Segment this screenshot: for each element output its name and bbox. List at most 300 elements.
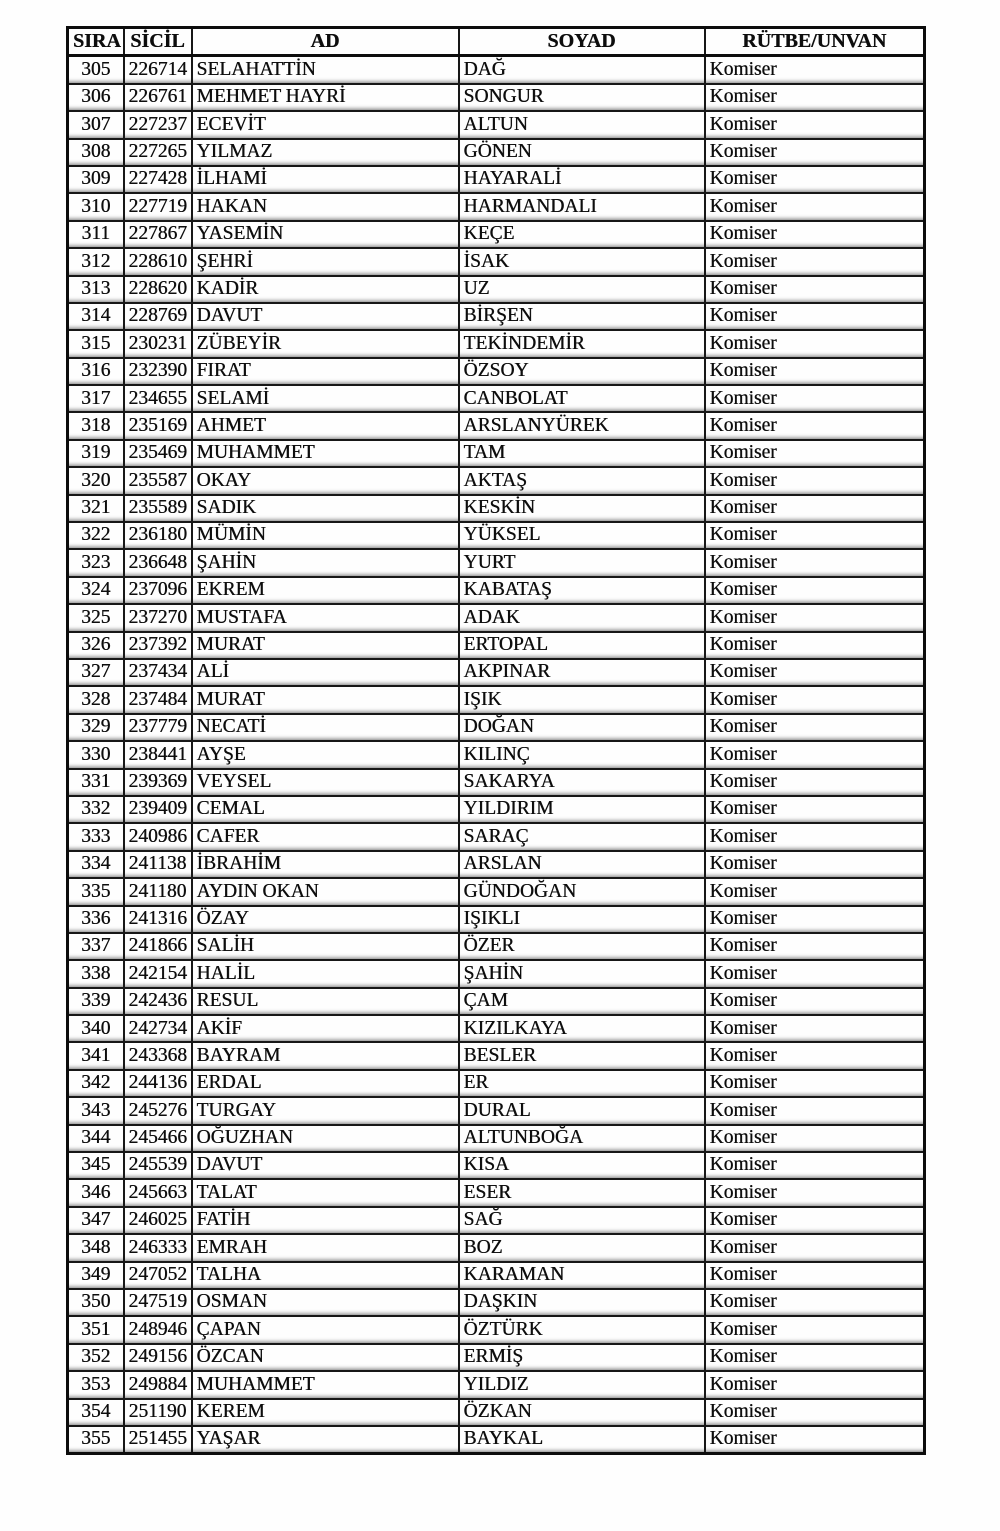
cell-sira: 327 bbox=[68, 659, 124, 686]
table-row bbox=[68, 303, 925, 330]
table-row bbox=[68, 604, 925, 631]
cell-sicil: 235469 bbox=[124, 440, 192, 467]
cell-ad: ÖZAY bbox=[192, 906, 459, 933]
cell-rutbe-unvan: Komiser bbox=[705, 714, 925, 741]
cell-soyad: DOĞAN bbox=[459, 714, 705, 741]
table-row bbox=[68, 741, 925, 768]
cell-sicil: 245663 bbox=[124, 1179, 192, 1206]
table-row bbox=[68, 769, 925, 796]
cell-ad: FIRAT bbox=[192, 358, 459, 385]
cell-sira: 346 bbox=[68, 1179, 124, 1206]
cell-sicil: 243368 bbox=[124, 1042, 192, 1069]
cell-rutbe-unvan: Komiser bbox=[705, 467, 925, 494]
cell-soyad: SAKARYA bbox=[459, 769, 705, 796]
cell-sicil: 241316 bbox=[124, 906, 192, 933]
cell-sicil: 237096 bbox=[124, 577, 192, 604]
cell-soyad: IŞIK bbox=[459, 686, 705, 713]
cell-rutbe-unvan: Komiser bbox=[705, 1152, 925, 1179]
cell-sira: 306 bbox=[68, 84, 124, 111]
table-row bbox=[68, 686, 925, 713]
cell-sira: 326 bbox=[68, 632, 124, 659]
table-row bbox=[68, 330, 925, 357]
cell-soyad: AKTAŞ bbox=[459, 467, 705, 494]
cell-ad: HALİL bbox=[192, 960, 459, 987]
table-row bbox=[68, 1234, 925, 1261]
cell-rutbe-unvan: Komiser bbox=[705, 111, 925, 138]
cell-soyad: ÇAM bbox=[459, 988, 705, 1015]
table-row bbox=[68, 385, 925, 412]
cell-rutbe-unvan: Komiser bbox=[705, 221, 925, 248]
cell-soyad: ŞAHİN bbox=[459, 960, 705, 987]
table-row bbox=[68, 111, 925, 138]
table-row bbox=[68, 248, 925, 275]
cell-sicil: 251455 bbox=[124, 1426, 192, 1454]
cell-sira: 330 bbox=[68, 741, 124, 768]
cell-ad: VEYSEL bbox=[192, 769, 459, 796]
cell-rutbe-unvan: Komiser bbox=[705, 577, 925, 604]
cell-soyad: ARSLAN bbox=[459, 851, 705, 878]
cell-sicil: 227719 bbox=[124, 193, 192, 220]
cell-sira: 325 bbox=[68, 604, 124, 631]
cell-ad: ECEVİT bbox=[192, 111, 459, 138]
header-sira: SIRA bbox=[68, 28, 124, 56]
cell-rutbe-unvan: Komiser bbox=[705, 193, 925, 220]
table-row bbox=[68, 1015, 925, 1042]
cell-sira: 353 bbox=[68, 1371, 124, 1398]
cell-sicil: 242734 bbox=[124, 1015, 192, 1042]
cell-ad: OĞUZHAN bbox=[192, 1125, 459, 1152]
cell-sicil: 242436 bbox=[124, 988, 192, 1015]
cell-rutbe-unvan: Komiser bbox=[705, 330, 925, 357]
cell-rutbe-unvan: Komiser bbox=[705, 549, 925, 576]
cell-sira: 349 bbox=[68, 1262, 124, 1289]
cell-rutbe-unvan: Komiser bbox=[705, 248, 925, 275]
cell-sicil: 237434 bbox=[124, 659, 192, 686]
cell-sicil: 239409 bbox=[124, 796, 192, 823]
cell-rutbe-unvan: Komiser bbox=[705, 906, 925, 933]
cell-ad: MURAT bbox=[192, 686, 459, 713]
cell-sira: 312 bbox=[68, 248, 124, 275]
table-row bbox=[68, 1179, 925, 1206]
cell-sicil: 240986 bbox=[124, 823, 192, 850]
cell-ad: AYDIN OKAN bbox=[192, 878, 459, 905]
cell-ad: OKAY bbox=[192, 467, 459, 494]
cell-soyad: ÖZSOY bbox=[459, 358, 705, 385]
cell-ad: EMRAH bbox=[192, 1234, 459, 1261]
cell-rutbe-unvan: Komiser bbox=[705, 84, 925, 111]
table-row bbox=[68, 823, 925, 850]
cell-sicil: 237392 bbox=[124, 632, 192, 659]
cell-sicil: 236180 bbox=[124, 522, 192, 549]
cell-sira: 339 bbox=[68, 988, 124, 1015]
table-row bbox=[68, 1426, 925, 1454]
cell-soyad: SONGUR bbox=[459, 84, 705, 111]
cell-sicil: 246025 bbox=[124, 1207, 192, 1234]
cell-soyad: BİRŞEN bbox=[459, 303, 705, 330]
cell-ad: TALAT bbox=[192, 1179, 459, 1206]
cell-rutbe-unvan: Komiser bbox=[705, 56, 925, 84]
cell-soyad: TEKİNDEMİR bbox=[459, 330, 705, 357]
cell-rutbe-unvan: Komiser bbox=[705, 604, 925, 631]
cell-ad: DAVUT bbox=[192, 1152, 459, 1179]
cell-sira: 324 bbox=[68, 577, 124, 604]
cell-sicil: 236648 bbox=[124, 549, 192, 576]
cell-rutbe-unvan: Komiser bbox=[705, 1344, 925, 1371]
cell-rutbe-unvan: Komiser bbox=[705, 933, 925, 960]
cell-rutbe-unvan: Komiser bbox=[705, 1042, 925, 1069]
cell-soyad: ER bbox=[459, 1070, 705, 1097]
cell-ad: RESUL bbox=[192, 988, 459, 1015]
table-row bbox=[68, 988, 925, 1015]
table-body bbox=[68, 56, 925, 1454]
cell-rutbe-unvan: Komiser bbox=[705, 1234, 925, 1261]
table-row bbox=[68, 467, 925, 494]
cell-rutbe-unvan: Komiser bbox=[705, 358, 925, 385]
cell-sira: 334 bbox=[68, 851, 124, 878]
cell-soyad: BOZ bbox=[459, 1234, 705, 1261]
cell-soyad: SARAÇ bbox=[459, 823, 705, 850]
cell-sira: 335 bbox=[68, 878, 124, 905]
cell-sicil: 251190 bbox=[124, 1399, 192, 1426]
cell-sira: 318 bbox=[68, 412, 124, 439]
cell-rutbe-unvan: Komiser bbox=[705, 878, 925, 905]
table-row bbox=[68, 714, 925, 741]
cell-sicil: 228620 bbox=[124, 276, 192, 303]
cell-ad: CEMAL bbox=[192, 796, 459, 823]
table-row bbox=[68, 851, 925, 878]
cell-soyad: SAĞ bbox=[459, 1207, 705, 1234]
cell-soyad: ADAK bbox=[459, 604, 705, 631]
cell-soyad: ALTUNBOĞA bbox=[459, 1125, 705, 1152]
cell-rutbe-unvan: Komiser bbox=[705, 960, 925, 987]
table-row bbox=[68, 412, 925, 439]
cell-ad: ŞEHRİ bbox=[192, 248, 459, 275]
cell-ad: SADIK bbox=[192, 495, 459, 522]
cell-sicil: 247519 bbox=[124, 1289, 192, 1316]
cell-sicil: 237270 bbox=[124, 604, 192, 631]
cell-ad: HAKAN bbox=[192, 193, 459, 220]
cell-sicil: 249884 bbox=[124, 1371, 192, 1398]
cell-rutbe-unvan: Komiser bbox=[705, 851, 925, 878]
table-row bbox=[68, 659, 925, 686]
table-row bbox=[68, 1344, 925, 1371]
cell-soyad: GÜNDOĞAN bbox=[459, 878, 705, 905]
table-row bbox=[68, 139, 925, 166]
cell-sira: 333 bbox=[68, 823, 124, 850]
cell-soyad: CANBOLAT bbox=[459, 385, 705, 412]
cell-rutbe-unvan: Komiser bbox=[705, 276, 925, 303]
cell-rutbe-unvan: Komiser bbox=[705, 1316, 925, 1343]
cell-rutbe-unvan: Komiser bbox=[705, 166, 925, 193]
cell-sira: 352 bbox=[68, 1344, 124, 1371]
cell-rutbe-unvan: Komiser bbox=[705, 385, 925, 412]
cell-soyad: KABATAŞ bbox=[459, 577, 705, 604]
cell-sira: 329 bbox=[68, 714, 124, 741]
cell-ad: AKİF bbox=[192, 1015, 459, 1042]
cell-soyad: HARMANDALI bbox=[459, 193, 705, 220]
table-row bbox=[68, 1316, 925, 1343]
table-row bbox=[68, 166, 925, 193]
table-row bbox=[68, 632, 925, 659]
cell-rutbe-unvan: Komiser bbox=[705, 1371, 925, 1398]
cell-sira: 343 bbox=[68, 1097, 124, 1124]
cell-sicil: 242154 bbox=[124, 960, 192, 987]
cell-ad: MURAT bbox=[192, 632, 459, 659]
cell-sira: 337 bbox=[68, 933, 124, 960]
cell-sicil: 228769 bbox=[124, 303, 192, 330]
cell-sicil: 237779 bbox=[124, 714, 192, 741]
cell-ad: TALHA bbox=[192, 1262, 459, 1289]
cell-sicil: 249156 bbox=[124, 1344, 192, 1371]
cell-sicil: 226714 bbox=[124, 56, 192, 84]
cell-sira: 322 bbox=[68, 522, 124, 549]
cell-soyad: BAYKAL bbox=[459, 1426, 705, 1454]
cell-soyad: DAĞ bbox=[459, 56, 705, 84]
cell-sicil: 234655 bbox=[124, 385, 192, 412]
cell-sira: 345 bbox=[68, 1152, 124, 1179]
personnel-table bbox=[66, 26, 926, 1455]
cell-sicil: 248946 bbox=[124, 1316, 192, 1343]
cell-ad: MUSTAFA bbox=[192, 604, 459, 631]
cell-ad: İLHAMİ bbox=[192, 166, 459, 193]
cell-sira: 315 bbox=[68, 330, 124, 357]
cell-sicil: 237484 bbox=[124, 686, 192, 713]
table-row bbox=[68, 1125, 925, 1152]
cell-sira: 307 bbox=[68, 111, 124, 138]
cell-ad: EKREM bbox=[192, 577, 459, 604]
table-header-row bbox=[68, 28, 925, 56]
cell-sira: 340 bbox=[68, 1015, 124, 1042]
cell-sira: 311 bbox=[68, 221, 124, 248]
cell-sicil: 239369 bbox=[124, 769, 192, 796]
cell-sira: 328 bbox=[68, 686, 124, 713]
table-row bbox=[68, 276, 925, 303]
cell-sicil: 235589 bbox=[124, 495, 192, 522]
cell-soyad: UZ bbox=[459, 276, 705, 303]
cell-sira: 310 bbox=[68, 193, 124, 220]
table-row bbox=[68, 358, 925, 385]
cell-sicil: 241180 bbox=[124, 878, 192, 905]
table-row bbox=[68, 1152, 925, 1179]
cell-rutbe-unvan: Komiser bbox=[705, 303, 925, 330]
cell-ad: ERDAL bbox=[192, 1070, 459, 1097]
cell-sicil: 246333 bbox=[124, 1234, 192, 1261]
cell-soyad: ÖZTÜRK bbox=[459, 1316, 705, 1343]
cell-rutbe-unvan: Komiser bbox=[705, 632, 925, 659]
cell-sira: 316 bbox=[68, 358, 124, 385]
cell-ad: İBRAHİM bbox=[192, 851, 459, 878]
header-soyad: SOYAD bbox=[459, 28, 705, 56]
table-row bbox=[68, 1097, 925, 1124]
cell-ad: AYŞE bbox=[192, 741, 459, 768]
cell-soyad: KEÇE bbox=[459, 221, 705, 248]
cell-sicil: 227237 bbox=[124, 111, 192, 138]
cell-rutbe-unvan: Komiser bbox=[705, 988, 925, 1015]
cell-sicil: 227428 bbox=[124, 166, 192, 193]
cell-sicil: 241866 bbox=[124, 933, 192, 960]
cell-ad: MUHAMMET bbox=[192, 440, 459, 467]
cell-rutbe-unvan: Komiser bbox=[705, 495, 925, 522]
cell-rutbe-unvan: Komiser bbox=[705, 659, 925, 686]
table-row bbox=[68, 1289, 925, 1316]
cell-soyad: KILINÇ bbox=[459, 741, 705, 768]
cell-ad: KEREM bbox=[192, 1399, 459, 1426]
cell-sicil: 230231 bbox=[124, 330, 192, 357]
cell-soyad: ERMİŞ bbox=[459, 1344, 705, 1371]
cell-sicil: 227867 bbox=[124, 221, 192, 248]
cell-rutbe-unvan: Komiser bbox=[705, 1399, 925, 1426]
cell-rutbe-unvan: Komiser bbox=[705, 1207, 925, 1234]
cell-soyad: KIZILKAYA bbox=[459, 1015, 705, 1042]
table-row bbox=[68, 1070, 925, 1097]
cell-rutbe-unvan: Komiser bbox=[705, 1070, 925, 1097]
cell-ad: FATİH bbox=[192, 1207, 459, 1234]
cell-soyad: İSAK bbox=[459, 248, 705, 275]
cell-sira: 305 bbox=[68, 56, 124, 84]
cell-sira: 355 bbox=[68, 1426, 124, 1454]
header-ad: AD bbox=[192, 28, 459, 56]
cell-sira: 331 bbox=[68, 769, 124, 796]
cell-sira: 347 bbox=[68, 1207, 124, 1234]
cell-ad: YASEMİN bbox=[192, 221, 459, 248]
cell-rutbe-unvan: Komiser bbox=[705, 1125, 925, 1152]
header-sicil: SİCİL bbox=[124, 28, 192, 56]
cell-rutbe-unvan: Komiser bbox=[705, 1097, 925, 1124]
cell-ad: BAYRAM bbox=[192, 1042, 459, 1069]
cell-soyad: IŞIKLI bbox=[459, 906, 705, 933]
cell-ad: DAVUT bbox=[192, 303, 459, 330]
cell-soyad: YILDIRIM bbox=[459, 796, 705, 823]
cell-soyad: YURT bbox=[459, 549, 705, 576]
cell-rutbe-unvan: Komiser bbox=[705, 412, 925, 439]
cell-ad: ÇAPAN bbox=[192, 1316, 459, 1343]
cell-sicil: 227265 bbox=[124, 139, 192, 166]
cell-sira: 354 bbox=[68, 1399, 124, 1426]
cell-soyad: GÖNEN bbox=[459, 139, 705, 166]
cell-sicil: 232390 bbox=[124, 358, 192, 385]
cell-sicil: 244136 bbox=[124, 1070, 192, 1097]
cell-rutbe-unvan: Komiser bbox=[705, 1262, 925, 1289]
cell-sira: 313 bbox=[68, 276, 124, 303]
cell-ad: MEHMET HAYRİ bbox=[192, 84, 459, 111]
cell-soyad: ÖZER bbox=[459, 933, 705, 960]
cell-sicil: 226761 bbox=[124, 84, 192, 111]
cell-rutbe-unvan: Komiser bbox=[705, 1015, 925, 1042]
table-row bbox=[68, 906, 925, 933]
cell-ad: YAŞAR bbox=[192, 1426, 459, 1454]
cell-ad: MÜMİN bbox=[192, 522, 459, 549]
cell-sira: 320 bbox=[68, 467, 124, 494]
cell-ad: SALİH bbox=[192, 933, 459, 960]
table-row bbox=[68, 495, 925, 522]
cell-rutbe-unvan: Komiser bbox=[705, 440, 925, 467]
cell-ad: NECATİ bbox=[192, 714, 459, 741]
cell-soyad: TAM bbox=[459, 440, 705, 467]
cell-rutbe-unvan: Komiser bbox=[705, 823, 925, 850]
cell-sira: 344 bbox=[68, 1125, 124, 1152]
table-row bbox=[68, 1042, 925, 1069]
cell-ad: ŞAHİN bbox=[192, 549, 459, 576]
cell-sira: 309 bbox=[68, 166, 124, 193]
cell-soyad: AKPINAR bbox=[459, 659, 705, 686]
cell-sira: 314 bbox=[68, 303, 124, 330]
cell-sicil: 235169 bbox=[124, 412, 192, 439]
cell-soyad: KISA bbox=[459, 1152, 705, 1179]
cell-sicil: 247052 bbox=[124, 1262, 192, 1289]
cell-sira: 323 bbox=[68, 549, 124, 576]
cell-sira: 321 bbox=[68, 495, 124, 522]
cell-rutbe-unvan: Komiser bbox=[705, 139, 925, 166]
cell-sira: 336 bbox=[68, 906, 124, 933]
table-row bbox=[68, 1262, 925, 1289]
cell-sira: 350 bbox=[68, 1289, 124, 1316]
cell-rutbe-unvan: Komiser bbox=[705, 1179, 925, 1206]
cell-rutbe-unvan: Komiser bbox=[705, 769, 925, 796]
cell-ad: ÖZCAN bbox=[192, 1344, 459, 1371]
cell-rutbe-unvan: Komiser bbox=[705, 741, 925, 768]
cell-soyad: HAYARALİ bbox=[459, 166, 705, 193]
cell-rutbe-unvan: Komiser bbox=[705, 522, 925, 549]
cell-soyad: DURAL bbox=[459, 1097, 705, 1124]
cell-soyad: ALTUN bbox=[459, 111, 705, 138]
cell-sicil: 245276 bbox=[124, 1097, 192, 1124]
cell-sicil: 245466 bbox=[124, 1125, 192, 1152]
cell-soyad: ARSLANYÜREK bbox=[459, 412, 705, 439]
cell-ad: SELAMİ bbox=[192, 385, 459, 412]
cell-sicil: 238441 bbox=[124, 741, 192, 768]
cell-rutbe-unvan: Komiser bbox=[705, 686, 925, 713]
table-row bbox=[68, 440, 925, 467]
cell-soyad: KESKİN bbox=[459, 495, 705, 522]
cell-sicil: 241138 bbox=[124, 851, 192, 878]
cell-ad: OSMAN bbox=[192, 1289, 459, 1316]
cell-rutbe-unvan: Komiser bbox=[705, 1289, 925, 1316]
table-row bbox=[68, 84, 925, 111]
cell-rutbe-unvan: Komiser bbox=[705, 1426, 925, 1454]
cell-sira: 332 bbox=[68, 796, 124, 823]
cell-soyad: DAŞKIN bbox=[459, 1289, 705, 1316]
table-row bbox=[68, 796, 925, 823]
cell-sira: 317 bbox=[68, 385, 124, 412]
cell-sira: 348 bbox=[68, 1234, 124, 1261]
table-row bbox=[68, 1207, 925, 1234]
cell-soyad: ESER bbox=[459, 1179, 705, 1206]
cell-sira: 319 bbox=[68, 440, 124, 467]
table-row bbox=[68, 193, 925, 220]
cell-soyad: YÜKSEL bbox=[459, 522, 705, 549]
cell-ad: MUHAMMET bbox=[192, 1371, 459, 1398]
cell-sira: 351 bbox=[68, 1316, 124, 1343]
cell-ad: SELAHATTİN bbox=[192, 56, 459, 84]
cell-sira: 338 bbox=[68, 960, 124, 987]
cell-sira: 308 bbox=[68, 139, 124, 166]
cell-rutbe-unvan: Komiser bbox=[705, 796, 925, 823]
table-row bbox=[68, 56, 925, 84]
cell-sira: 341 bbox=[68, 1042, 124, 1069]
table-row bbox=[68, 221, 925, 248]
cell-sicil: 228610 bbox=[124, 248, 192, 275]
cell-ad: KADİR bbox=[192, 276, 459, 303]
cell-sicil: 245539 bbox=[124, 1152, 192, 1179]
cell-ad: TURGAY bbox=[192, 1097, 459, 1124]
cell-sira: 342 bbox=[68, 1070, 124, 1097]
cell-sicil: 235587 bbox=[124, 467, 192, 494]
cell-soyad: YILDIZ bbox=[459, 1371, 705, 1398]
table-row bbox=[68, 933, 925, 960]
cell-ad: YILMAZ bbox=[192, 139, 459, 166]
table-row bbox=[68, 522, 925, 549]
cell-soyad: ERTOPAL bbox=[459, 632, 705, 659]
